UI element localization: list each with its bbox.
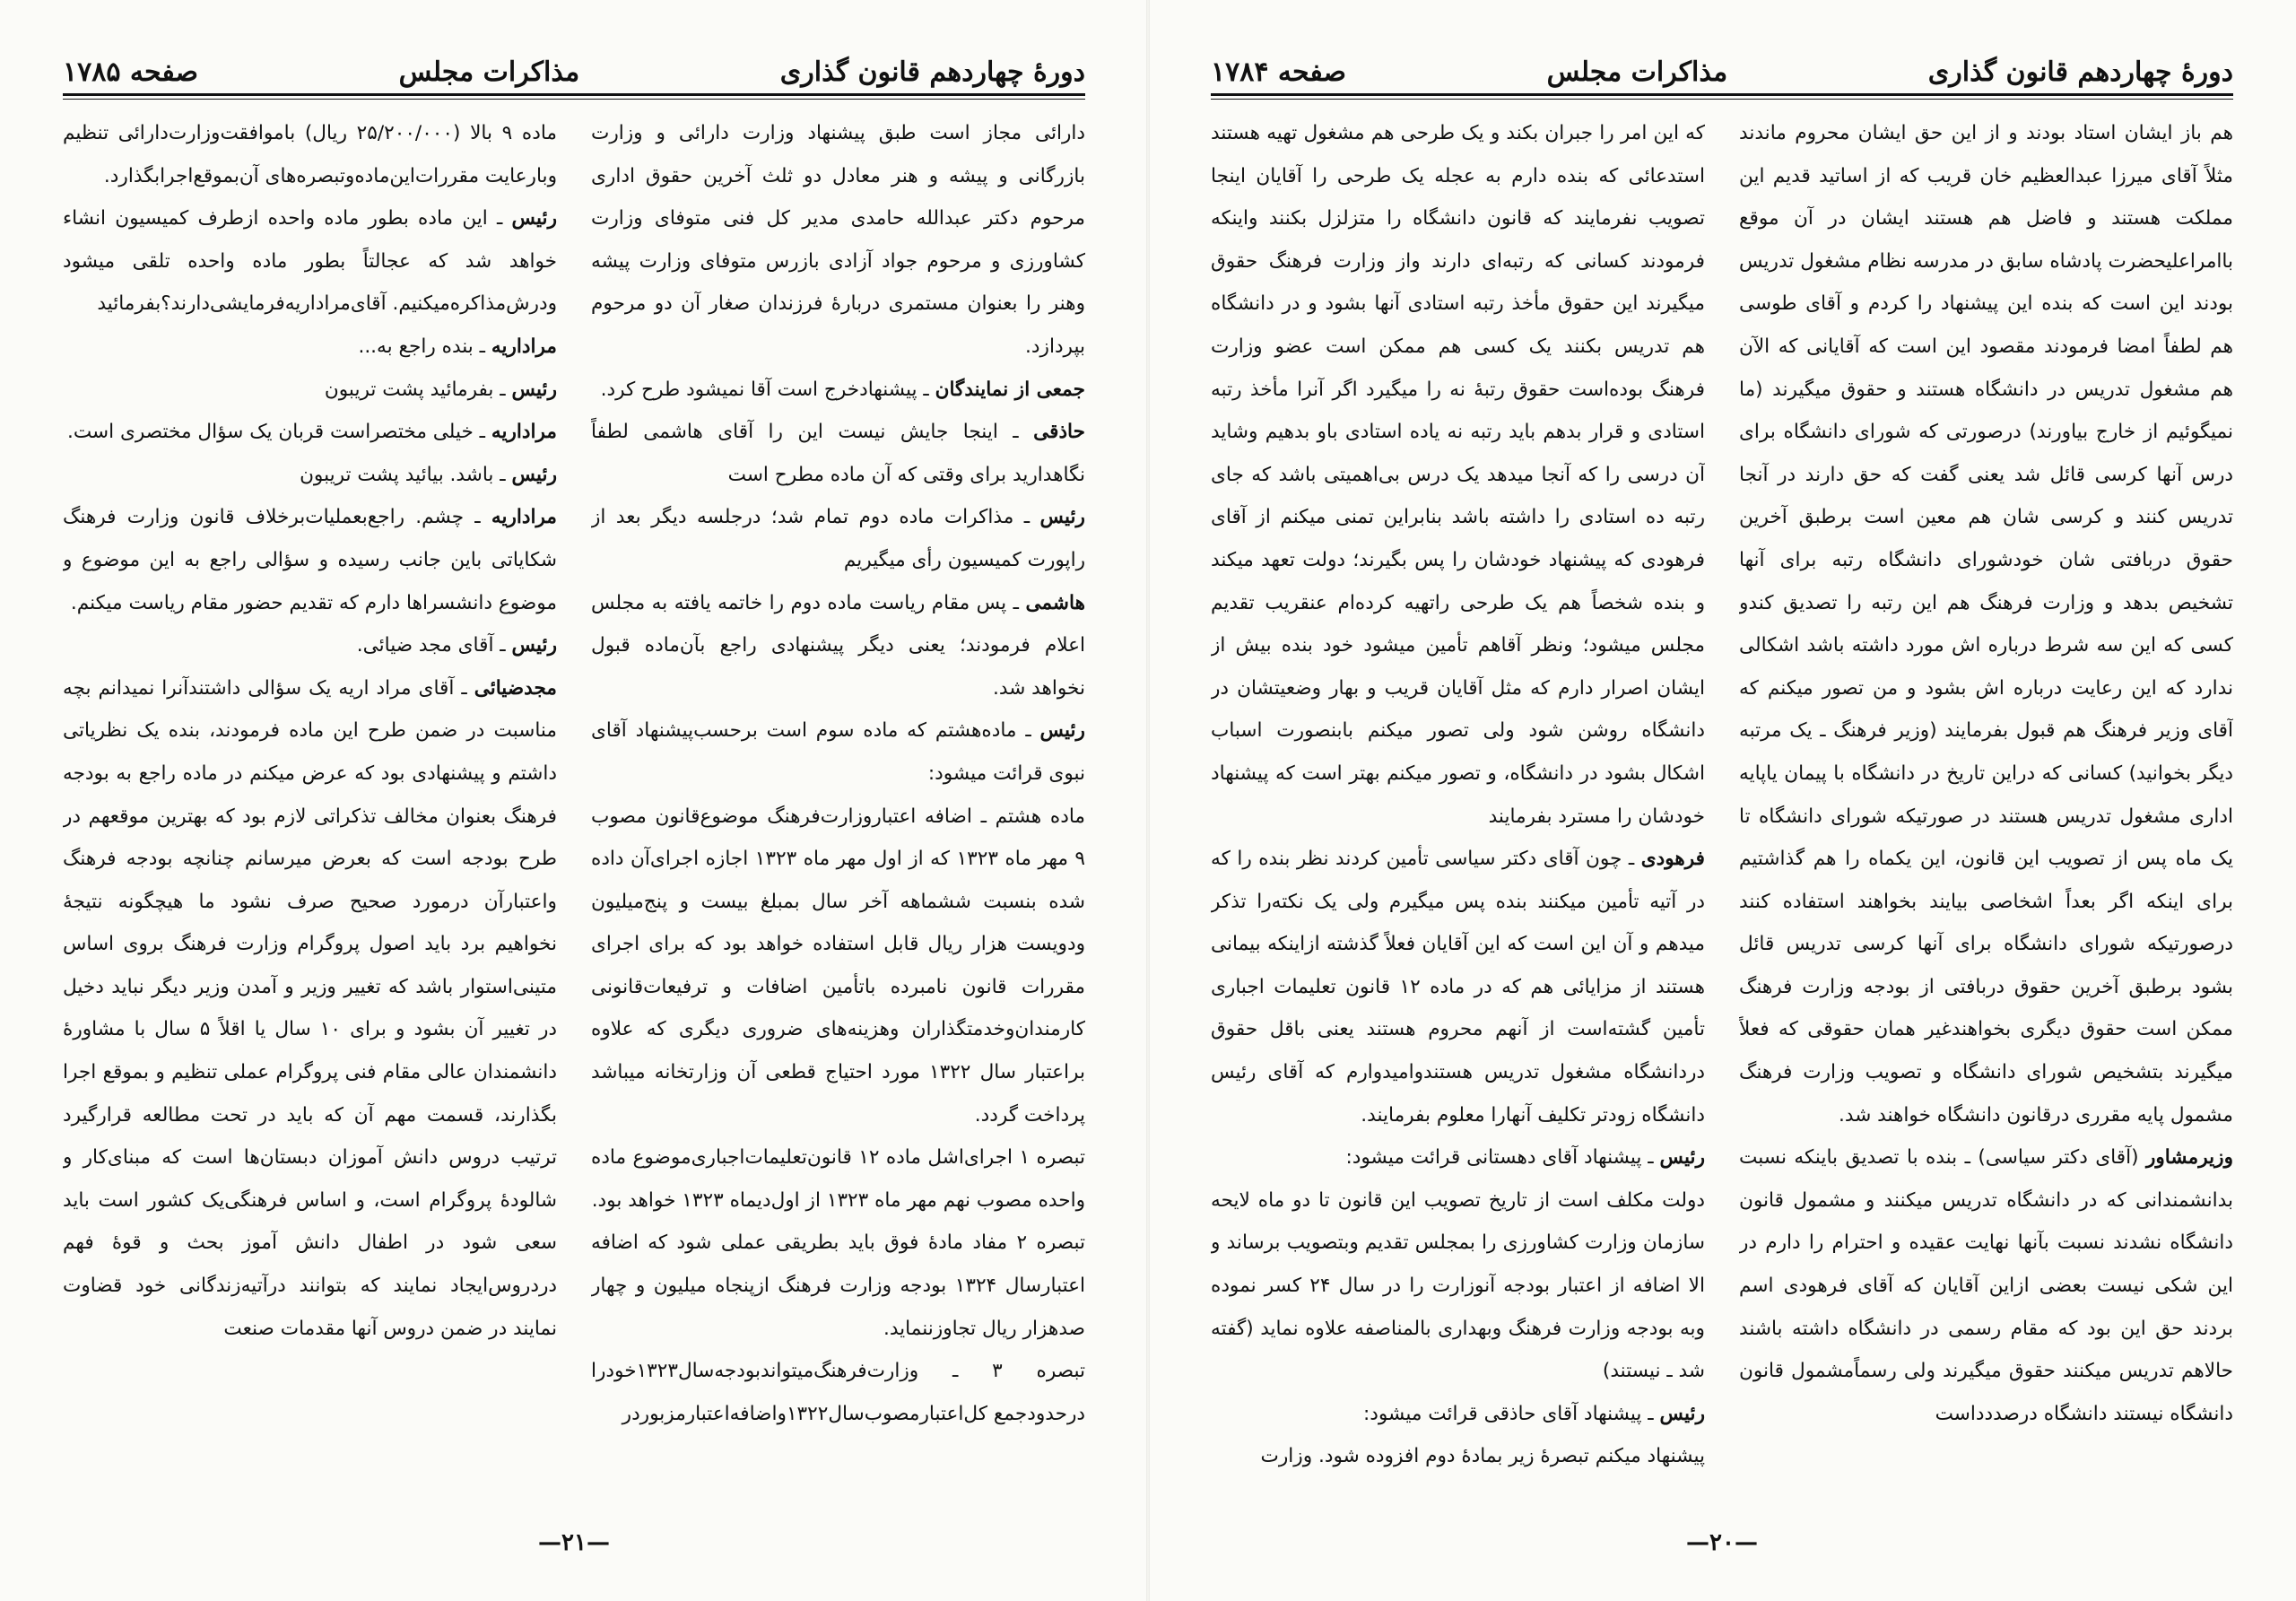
- column-left: [63, 112, 557, 1520]
- speaker-name: جمعی از نمایندگان: [935, 378, 1085, 401]
- speaker-name: مجدضیائی: [474, 676, 557, 700]
- paragraph: [1739, 112, 2233, 1136]
- speaker-name: رئیس: [511, 207, 557, 231]
- speaker-name: رئیس: [511, 463, 557, 486]
- paragraph: [591, 411, 1085, 496]
- paragraph: [1211, 112, 1705, 838]
- header-page-label: صفحه ۱۷۸۴: [1211, 57, 1347, 88]
- paragraph-text: ـ اینجا جایش نیست این را آقای هاشمی لطفاً نگاهدارید برای وقتی که آن ماده مطرح است: [591, 421, 1085, 486]
- paragraph: [63, 369, 557, 412]
- paragraph-text: تبصره ۳ ـ وزارت‌فرهنگ‌میتواندبودجه‌سال۱۳۲۳خودرا درحدودجمع کل‌اعتبارمصوب‌سال۱۳۲۲واضافه‌اعتبارمزبوردر: [591, 1360, 1085, 1425]
- page-number: —۲۰—: [1686, 1529, 1758, 1556]
- paragraph-text: ـ پیشنهادخرج است آقا نمیشود طرح کرد.: [600, 378, 929, 401]
- paragraph: [591, 496, 1085, 581]
- paragraph-text: هم باز ایشان استاد بودند و از این حق ایشان محروم ماندند مثلاً آقای میرزا عبدالعظیم خان قریب که از اساتید قدیم این مملکت هستند و فاضل هم هستند ایشان در آن موقع باامراعلیحضرت پادشاه سابق در مدرسه نظام مشغول تدریس بودند این است که بنده این پیشنهاد را کردم و آقای طوسی هم لطفاً امضا فرمودند مقصود این است که آقایانی که الآن هم مشغول تدریس در دانشگاه هستند و حقوق میگیرند (ما نمیگوئیم از خارج بیاورند) درصورتی که شورای دانشگاه برای درس آنها کرسی قائل شد یعنی گفت که حق دارند در آنجا تدریس کنند و کرسی شان هم معین است برطبق آخرین حقوق دربافتی شان خودشورای دانشگاه رتبه برای آنها تشخیص بدهد و وزارت فرهنگ هم این رتبه را تصدیق کندو کسی که این سه شرط درباره اش مورد داشته باشد اشکالی ندارد که این رعایت درباره اش بشود و من تصور میکنم که آقای وزیر فرهنگ هم قبول بفرمایند (وزیر فرهنگ ـ یک مرتبه دیگر بخوانید) کسانی که دراین تاریخ در دانشگاه با پیمان یاپایه اداری مشغول تدریس هستند در صورتیکه شورای دانشگاه تا یک ماه پس از تصویب این قانون، این یکماه را هم گذاشتیم برای اینکه اگر بعداً اشخاصی بیایند بخواهند استفاده کنند درصورتیکه شورای دانشگاه برای آنها کرسی تدریس قائل بشود برطبق آخرین حقوق دربافتی از بودجه وزارت فرهنگ ممکن است حقوق دیگری بخواهندغیر همان حقوقی که فعلاً میگیرند بتشخیص شورای دانشگاه و تصویب وزارت فرهنگ مشمول پایه مقرری درقانون دانشگاه خواهند شد.: [1739, 122, 2233, 1127]
- paragraph-text: ـ آقای مجد ضیائی.: [356, 634, 506, 657]
- speaker-name: رئیس: [1039, 719, 1085, 743]
- text-columns: [63, 112, 1085, 1520]
- paragraph: [1211, 838, 1705, 1136]
- header-series-title: دورهٔ چهاردهم قانون گذاری: [1927, 57, 2233, 88]
- paragraph: [63, 454, 557, 497]
- paragraph-text: تبصره ۱ اجرای‌اشل ماده ۱۲ قانون‌تعلیمات‌اجباری‌موضوع ماده واحده مصوب نهم مهر ماه ۱۳۲۳ از اول‌دیماه ۱۳۲۳ خواهد بود.: [591, 1146, 1085, 1212]
- paragraph-text: ـ چشم. راجع‌بعملیات‌برخلاف قانون وزارت فرهنگ شکایاتی باین جانب رسیده و سؤالی راجع به این موضوع و موضوع دانشسراها دارم که تقدیم حضور مقام ریاست میکنم.: [63, 506, 557, 614]
- paragraph: [591, 796, 1085, 1137]
- paragraph-text: ماده ۹ بالا (۲۵/۲۰۰/۰۰۰ ریال) باموافقت‌وزارت‌دارائی تنظیم وبارعایت مقررات‌این‌ماده‌وتبصره‌های آن‌بموقع‌اجرابگذارد.: [63, 122, 557, 187]
- paragraph-text: ـ بفرمائید پشت تریبون: [324, 378, 506, 401]
- paragraph-text: ـ چون آقای دکتر سیاسی تأمین کردند نظر بنده را که در آتیه تأمین میکنند بنده پس میگیرم ولی یک نکته‌را تذکر میدهم و آن این است که این آقایان فعلاً گذشته ازاینکه بیمانی هستند از مزایائی هم که در ماده ۱۲ قانون تعلیمات اجباری تأمین گشته‌است از آنهم محروم هستند یعنی باقل حقوق دردانشگاه مشغول تدریس هستندوامیدوارم که آقای رئیس دانشگاه زودتر تکلیف آنهارا معلوم بفرمایند.: [1211, 848, 1705, 1127]
- paragraph-text: که این امر را جبران بکند و یک طرحی هم مشغول تهیه هستند استدعائی که بنده دارم به عجله یک طرحی را آقایان اینجا تصویب نفرمایند که قانون دانشگاه را متزلزل بکنند واینکه فرمودند کسانی که رتبه‌ای دارند واز وزارت فرهنگ حقوق میگیرند این حقوق مأخذ رتبه استادی آنها بشود و در دانشگاه هم تدریس بکنند یک کسی هم ممکن است عضو وزارت فرهنگ بوده‌است حقوق رتبهٔ نه را میگیرد اگر آنرا مأخذ رتبه استادی و قرار بدهم باید رتبه نه یاده استادی باو بدهیم وشاید آن درسی را که آنجا میدهد یک درس بی‌اهمیتی باشد که جای رتبه ده استادی را داشته باشد بنابراین تمنی میکنم از آقای فرهودی که پیشنهاد خودشان را پس بگیرند؛ دولت تعهد میکند و بنده شخصاً هم یک طرحی راتهیه کرده‌ام عنقریب تقدیم مجلس میشود؛ ونظر آقاهم تأمین میشود خود بنده بیش از ایشان اصرار دارم که مثل آقایان قریب و بهار وضعیتشان در دانشگاه روشن شود ولی تصور میکنم بابنصورت اسباب اشکال بشود در دانشگاه، و تصور میکنم بهتر است که پیشنهاد خودشان را مسترد بفرمایند: [1211, 122, 1705, 828]
- paragraph-text: ـ ماده‌هشتم که ماده سوم است برحسب‌پیشنهاد آقای نبوی قرائت میشود:: [591, 719, 1085, 785]
- paragraph-text: ـ این ماده بطور ماده واحده ازطرف کمیسیون انشاء خواهد شد که عجالتاً بطور ماده واحده تلقی میشود ودرش‌مذاکره‌میکنیم. آقای‌مراداریه‌فرمایشی‌دارند؟بفرمائید: [63, 207, 557, 316]
- paragraph: [591, 369, 1085, 412]
- header-rule-thin: [1211, 99, 2233, 100]
- paragraph: [1211, 1435, 1705, 1478]
- paragraph: [63, 667, 557, 1351]
- paragraph: [591, 582, 1085, 710]
- page-header: [1211, 45, 2233, 88]
- speaker-name: رئیس: [511, 378, 557, 401]
- paragraph: [63, 197, 557, 326]
- paragraph-text: پیشنهاد میکنم تبصرهٔ زیر بمادهٔ دوم افزوده شود. وزارت: [1260, 1445, 1705, 1468]
- paragraph: [1211, 1136, 1705, 1179]
- paragraph-text: دارائی مجاز است طبق پیشنهاد وزارت دارائی و وزارت بازرگانی و پیشه و هنر معادل دو ثلث آخرین حقوق اداری مرحوم دکتر عبدالله حامدی مدیر کل فنی متوفای وزارت کشاورزی و مرحوم جواد آزادی بازرس متوفای وزارت پیشه وهنر را بعنوان مستمری دربارهٔ فرزندان صغار آن دو مرحوم بپردازد.: [591, 122, 1085, 358]
- paragraph-text: تبصره ۲ مفاد مادهٔ فوق باید بطریقی عملی شود که اضافه اعتبارسال ۱۳۲۴ بودجه وزارت فرهنگ ازپنجاه میلیون و چهار صدهزار ریال تجاوزننماید.: [591, 1231, 1085, 1340]
- page-header: [63, 45, 1085, 88]
- column-right: [1739, 112, 2233, 1520]
- paragraph-text: ـ پس مقام ریاست ماده دوم را خاتمه یافته به مجلس اعلام فرمودند؛ یعنی دیگر پیشنهادی راجع بآن‌ماده قبول نخواهد شد.: [591, 591, 1085, 700]
- paragraph-text: ـ بنده راجع به...: [358, 335, 485, 358]
- speaker-name: فرهودی: [1640, 848, 1705, 871]
- paragraph: [63, 411, 557, 454]
- paragraph-text: ـ پیشنهاد آقای دهستانی قرائت میشود:: [1345, 1146, 1654, 1170]
- paragraph: [591, 709, 1085, 795]
- header-rule: [1211, 93, 2233, 96]
- speaker-name: رئیس: [1039, 506, 1085, 529]
- paragraph: [1211, 1179, 1705, 1393]
- paragraph-text: ـ پیشنهاد آقای حاذقی قرائت میشود:: [1363, 1402, 1654, 1425]
- paragraph-text: ـ آقای مراد اریه یک سؤالی داشتند‌آنرا نمیدانم بچه مناسبت در ضمن طرح این ماده فرمودند، بنده یک نظریاتی داشتم و پیشنهادی بود که عرض میکنم در ماده راجع به بودجه فرهنگ بعنوان مخالف تذکراتی لازم بود که بهترین موقعهم در طرح بودجه است که بعرض میرسانم چنانچه بودجه فرهنگ واعتبارآن درمورد صحیح صرف نشود ما هیچگونه نتیجهٔ نخواهیم برد باید اصول پروگرام وزارت فرهنگ بروی اساس متینی‌استوار باشد که تغییر وزیر و آمدن وزیر دیگر نباید دخیل در تغییر آن بشود و برای ۱۰ سال یا اقلاً ۵ سال با مشاورهٔ دانشمندان عالی مقام فنی پروگرام عملی تنظیم و بموقع اجرا بگذارند، قسمت مهم آن که باید در تحت مطالعه قرارگیرد ترتیب دروس دانش آموزان دبستان‌ها است که مبنای‌کار و شالودهٔ پروگرام است، و اساس فرهنگی‌یک کشور است باید سعی شود در اطفال دانش آموز بحث و قوهٔ فهم دردروس‌ایجاد نمایند که بتوانند درآتیه‌زندگانی خود قضاوت نمایند در ضمن دروس آنها مقدمات صنعت: [63, 676, 557, 1340]
- paragraph: [1211, 1393, 1705, 1436]
- page-right: [1148, 0, 2296, 1601]
- header-rule: [63, 93, 1085, 96]
- speaker-name: رئیس: [511, 634, 557, 657]
- speaker-name: مراداریه: [491, 421, 557, 444]
- column-right: [591, 112, 1085, 1520]
- paragraph-text: ماده هشتم ـ اضافه اعتباروزارت‌فرهنگ موضوع‌قانون مصوب ۹ مهر ماه ۱۳۲۳ که از اول مهر ماه ۱۳۲۳ اجازه اجرای‌آن داده شده بنسبت ششماهه آخر سال بمبلغ بیست و پنج‌میلیون ودویست هزار ریال قابل استفاده خواهد بود که برای اجرای مقررات قانون نامبرده باتأمین اضافات و ترفیعات‌قانونی کارمندان‌وخدمتگذاران وهزینه‌های ضروری دیگری که علاوه براعتبار سال ۱۳۲۲ مورد احتیاج قطعی آن وزارتخانه میباشد پرداخت گردد.: [591, 805, 1085, 1127]
- header-center-title: مذاکرات مجلس: [398, 57, 580, 88]
- paragraph: [63, 112, 557, 197]
- header-page-label: صفحه ۱۷۸۵: [63, 57, 199, 88]
- paragraph: [1739, 1136, 2233, 1435]
- paragraph: [591, 112, 1085, 369]
- header-series-title: دورهٔ چهاردهم قانون گذاری: [779, 57, 1085, 88]
- paragraph-text: ـ مذاکرات ماده دوم تمام شد؛ درجلسه دیگر بعد از راپورت کمیسیون رأی میگیریم: [591, 506, 1085, 571]
- paragraph-text: ـ باشد. بیائید پشت تریبون: [300, 463, 506, 486]
- header-rule-thin: [63, 99, 1085, 100]
- paragraph: [63, 624, 557, 667]
- column-left: [1211, 112, 1705, 1520]
- paragraph: [591, 1136, 1085, 1222]
- speaker-name: حاذقی: [1033, 421, 1085, 444]
- speaker-name: رئیس: [1659, 1146, 1705, 1170]
- speaker-name: مراداریه: [491, 506, 557, 529]
- text-columns: [1211, 112, 2233, 1520]
- speaker-name: مراداریه: [491, 335, 557, 358]
- page-number: —۲۱—: [538, 1529, 610, 1556]
- header-center-title: مذاکرات مجلس: [1546, 57, 1728, 88]
- speaker-name: وزیرمشاور: [2145, 1146, 2233, 1170]
- speaker-name: رئیس: [1659, 1402, 1705, 1425]
- paragraph: [591, 1222, 1085, 1350]
- paragraph-text: ـ خیلی مختصراست قربان یک سؤال مختصری است.: [66, 421, 485, 444]
- speaker-name: هاشمی: [1025, 591, 1085, 614]
- paragraph-text: دولت مکلف است از تاریخ تصویب این قانون تا دو ماه لایحه سازمان وزارت کشاورزی را بمجلس تقدیم وبتصویب برساند و الا اضافه از اعتبار بودجه آنوزارت را در سال ۲۴ کسر نموده وبه بودجه وزارت فرهنگ وبهداری بالمناصفه علاوه نماید (گفته شد ـ نیستند): [1211, 1188, 1705, 1383]
- paragraph: [591, 1350, 1085, 1435]
- paragraph: [63, 326, 557, 369]
- paragraph-text: (آقای دکتر سیاسی) ـ بنده با تصدیق باینکه نسبت بدانشمندانی که در دانشگاه تدریس میکنند و مشمول قانون دانشگاه نشدند نسبت بآنها نهایت عقیده و احترام را دارم در این شکی نیست بعضی ازاین آقایان که آقای فرهودی اسم بردند حق این بود که مقام رسمی در دانشگاه داشته باشند حالاهم تدریس میکنند حقوق میگیرند ولی رسماًمشمول قانون دانشگاه نیستند دانشگاه درصددداست: [1739, 1146, 2233, 1425]
- paragraph: [63, 496, 557, 624]
